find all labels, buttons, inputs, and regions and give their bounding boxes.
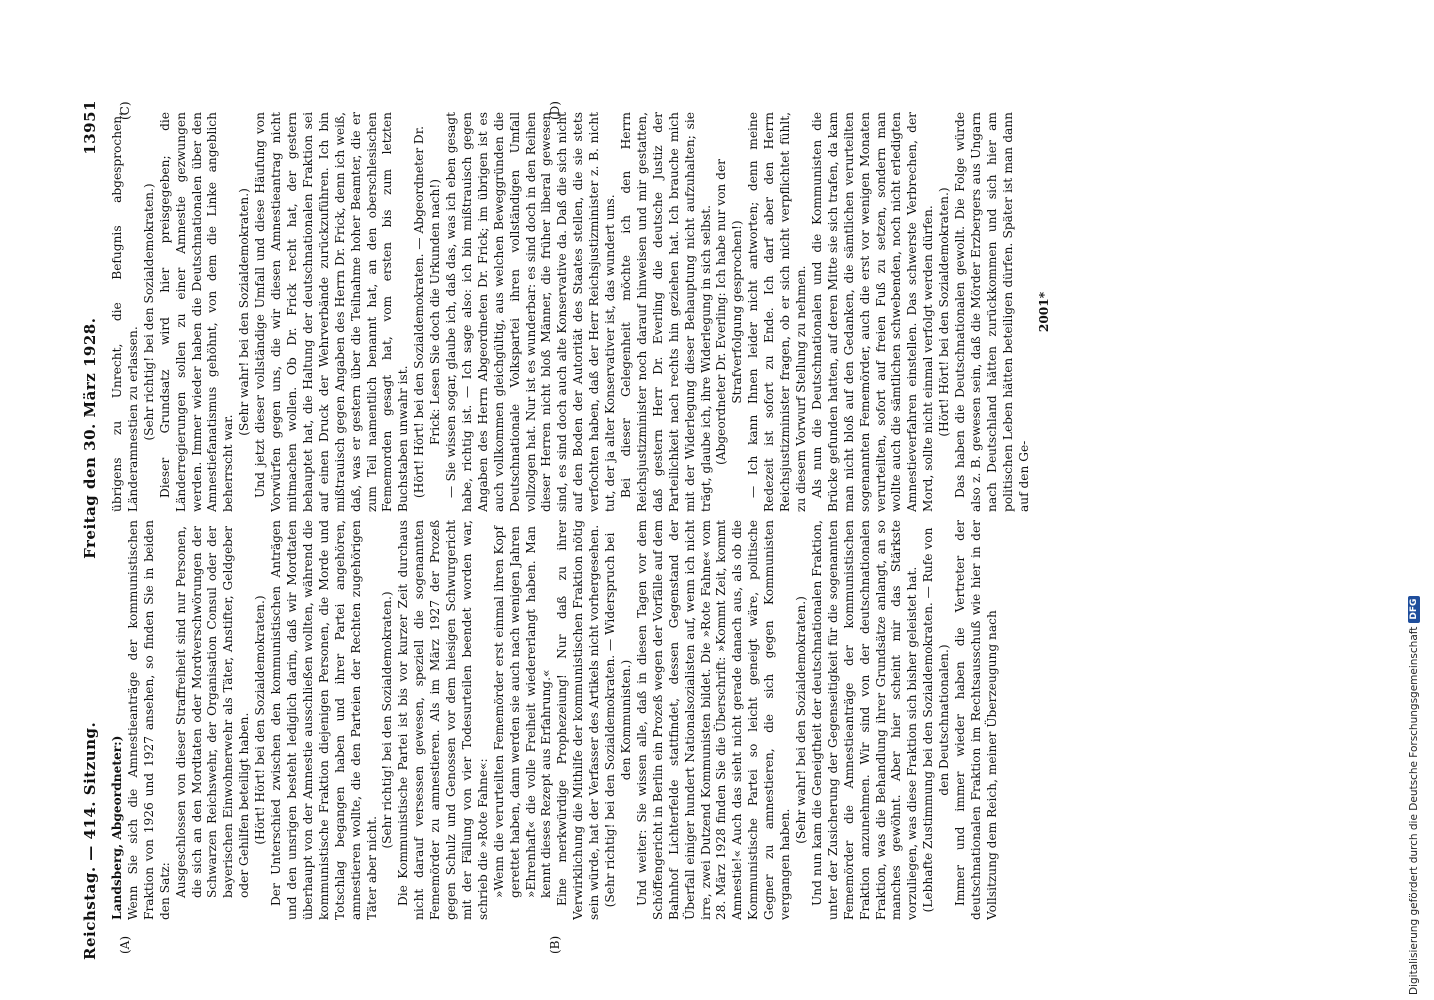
dfg-logo: DFG xyxy=(1408,596,1420,623)
paragraph: Und nun kam die Geneigtheit der deutschnationalen Fraktion, unter der Zusicherung der Gegenseitigkeit für die sogenannten Fememörder die Amnestieanträge der kommunistischen Fraktion anzunehmen. Wir sind von der deutschnationalen Fraktion, was die Behandlung ihrer Grundsätze anlangt, an so manches gewöhnt. Aber hier scheint mir das Stärkste vorzuliegen, was diese Fraktion sich bisher geleistet hat. xyxy=(809,520,920,920)
paragraph: 2001* xyxy=(1036,291,1051,333)
paragraph: Bei dieser Gelegenheit möchte ich den Herrn Reichsjustizminister noch darauf hinweisen und mir gestatten, daß gestern Herr Dr. Everling die deutsche Justiz der Parteilichkeit nach rechts hin geziehen hat. Ich brauche mich mit der Widerlegung dieser Behauptung nicht aufzuhalten; sie trägt, glaube ich, ihre Widerlegung in sich selbst. xyxy=(619,112,713,512)
paragraph: Der Unterschied zwischen den kommunistischen Anträgen und den unsrigen besteht lediglich darin, daß wir Mordtaten überhaupt von der Amnestie ausschließen wollten, während die kommunistische Fraktion diejenigen Personen, die Morde und Totschlag begangen haben und ihrer Partei angehören, amnestieren wollte, die den Parteien der Rechten zugehörigen Täter aber nicht. xyxy=(269,520,379,920)
paragraph: Und weiter: Sie wissen alle, daß in diesen Tagen vor dem Schöffengericht in Berlin ein Prozeß wegen der Vorfälle auf dem Bahnhof Lichterfelde stattfindet, dessen Gegenstand der Überfall einiger hundert Nationalsozialisten auf, wenn ich nicht irre, zwei Dutzend Kommunisten bildet. Die »Rote Fahne« vom 28. März 1928 finden Sie die Überschrift: »Kommt Zeit, kommt Amnestie!« Auch das sieht nicht gerade danach aus, als ob die Kommunistische Partei so leicht geneigt wäre, politische Gegner zu amnestieren, die sich gegen Kommunisten vergangen haben. xyxy=(634,520,793,920)
paragraph: — Sie wissen sogar, glaube ich, daß das, was ich eben gesagt habe, richtig ist. — Ich sage also: ich bin mißtrauisch gegen Angaben des Herrn Abgeordneten Dr. Frick; im übrigen ist es auch vollkommen gleichgültig, aus welchen Beweggründen die Deutschnationale Volkspartei ihren vollständigen Umfall vollzogen hat. Nur ist es wunderbar: es sind doch in den Reihen dieser Herren nicht bloß Männer, die früher liberal gewesen sind, es sind doch auch alte Konservative da. Daß die sich nicht auf den Boden der Autorität des Staates stellen, die sie stets verfochten haben, daß der Herr Reichsjustizminister z. B. nicht tut, der ja alter Konservativer ist, das wundert uns. xyxy=(444,112,618,512)
paragraph: Dieser Grundsatz wird hier preisgegeben; die Länderregierungen sollen zu einer Amnestie gezwungen werden. Immer wieder haben die Deutschnationalen über den Amnestiefanatismus gehöhnt, von dem die Linke angeblich beherrscht war. xyxy=(157,112,236,512)
interjection: (Sehr wahr! bei den Sozialdemokraten.) xyxy=(237,188,252,436)
margin-marker-c: (C) xyxy=(118,101,132,120)
interjection: (Abgeordneter Dr. Everling: Ich habe nur von der Strafverfolgung gesprochen!) xyxy=(714,159,745,466)
header-date: Freitag den 30. März 1928. xyxy=(81,317,99,559)
interjection: (Sehr richtig! bei den Sozialdemokraten.) xyxy=(380,591,395,849)
right-column xyxy=(110,112,1300,512)
speaker-line: Landsberg, Abgeordneter:) xyxy=(110,735,124,920)
left-column xyxy=(110,520,1300,920)
interjection: (Sehr wahr! bei den Sozialdemokraten.) xyxy=(793,596,808,844)
paragraph: »Wenn die verurteilten Fememörder erst einmal ihren Kopf gerettet haben, dann werden sie auch nach wenigen Jahren »Ehrenhaft« die volle Freiheit wiedererlangt haben. Man kennt dieses Rezept aus Erfahrung.« xyxy=(491,526,554,898)
page-header xyxy=(78,100,102,960)
interjection: (Sehr richtig! bei den Sozialdemokraten.) xyxy=(141,183,156,441)
paragraph: Immer und immer wieder haben die Vertreter der deutschnationalen Fraktion im Rechtsausschuß wie hier in der Vollsitzung dem Reich, meiner Überzeugung nach xyxy=(953,520,999,920)
paragraph: Die Kommunistische Partei ist bis vor kurzer Zeit durchaus nicht darauf versessen gewesen, speziell die sogenannten Fememörder zu amnestieren. Als im März 1927 der Prozeß gegen Schulz und Genossen vor dem hiesigen Schwurgericht mit der Fällung von vier Todesurteilen beendet worden war, schrieb die »Rote Fahne«: xyxy=(396,520,490,920)
paragraph: Eine merkwürdige Prophezeiung! Nur daß zu ihrer Verwirklichung die Mithilfe der kommunistischen Fraktion nötig sein würde, hat der Verfasser des Artikels nicht vorhergesehen. xyxy=(555,520,602,920)
interjection: (Sehr richtig! bei den Sozialdemokraten. — Widerspruch bei den Kommunisten.) xyxy=(603,532,633,908)
rotated-page xyxy=(78,100,1308,960)
page-number: 13951 xyxy=(81,100,99,155)
paragraph: übrigens zu Unrecht, die Befugnis abgesprochen, Länderamnestien zu erlassen. xyxy=(110,112,140,512)
interjection: (Hört! Hört! bei den Sozialdemokraten.) xyxy=(937,187,952,437)
margin-marker-a: (A) xyxy=(118,935,132,954)
margin-marker-b: (B) xyxy=(548,935,562,954)
paragraph: Wenn Sie sich die Amnestieanträge der kommunistischen Fraktion von 1926 und 1927 ansehen, so finden Sie in beiden den Satz: xyxy=(125,520,172,920)
interjection: (Hört! Hört! bei den Sozialdemokraten.) xyxy=(253,595,268,845)
paragraph: Das haben die Deutschnationalen gewollt. Die Folge würde also z. B. gewesen sein, daß die Mörder Erzbergers aus Ungarn nach Deutschland hätten zurückkommen und sich hier am politischen Leben hätten beteiligen dürfen. Später ist man dann auf den Ge- xyxy=(953,112,1031,512)
interjection: (Hört! Hört! bei den Sozialdemokraten. — Abgeordneter Dr. Frick: Lesen Sie doch die Urkunden nach!) xyxy=(412,125,443,499)
paragraph: Ausgeschlossen von dieser Straffreiheit sind nur Personen, die sich an den Mordtaten oder Mordverschwörungen der Schwarzen Reichswehr, der Organisation Consul oder der bayerischen Einwohnerwehr als Täter, Anstifter, Geldgeber oder Gehilfen beteiligt haben. xyxy=(173,526,252,898)
interjection: (Lebhafte Zustimmung bei den Sozialdemokraten. — Rufe von den Deutschnationalen.) xyxy=(921,527,952,913)
margin-marker-d: (D) xyxy=(548,101,562,120)
digitization-text: Digitalisierung gefördert durch die Deutsche Forschungsgemeinschaft xyxy=(1408,626,1420,995)
paragraph: Und jetzt dieser vollständige Umfall und diese Häufung von Vorwürfen gegen uns, die wir diesen Amnestieantrag nicht mitmachen wollen. Ob Dr. Frick recht hat, der gestern behauptet hat, die Haltung der deutschnationalen Fraktion sei auf einen Druck der Wehrverbände zurückzuführen. Ich bin mißtrauisch gegen Angaben des Herrn Dr. Frick, denn ich weiß, daß, was er gestern über die Teilnahme hoher Beamter, die er zum Teil namentlich benannt hat, an den oberschlesischen Fememorden gesagt hat, vom ersten bis zum letzten Buchstaben unwahr ist. xyxy=(253,112,411,512)
header-left: Reichstag. — 414. Sitzung. xyxy=(81,721,99,960)
paragraph: — Ich kann Ihnen leider nicht antworten; denn meine Redezeit ist sofort zu Ende. Ich darf aber den Herrn Reichsjustizminister fragen, ob er sich nicht verpflichtet fühlt, zu diesem Vorwurf Stellung zu nehmen. xyxy=(746,112,808,512)
digitization-note xyxy=(1408,596,1420,995)
paragraph: Als nun die Deutschnationalen und die Kommunisten die Brücke gefunden hatten, auf deren Mitte sie sich trafen, da kam man nicht bloß auf den Gedanken, die sämtlichen verurteilten sogenannten Fememörder, auch die erst vor wenigen Monaten verurteilten, sofort auf freien Fuß zu setzen, sondern man wollte auch die sämtlichen schwebenden, noch nicht erledigten Amnestieverfahren einstellen. Das schwerste Verbrechen, der Mord, sollte nicht einmal verfolgt werden dürfen. xyxy=(809,112,936,512)
